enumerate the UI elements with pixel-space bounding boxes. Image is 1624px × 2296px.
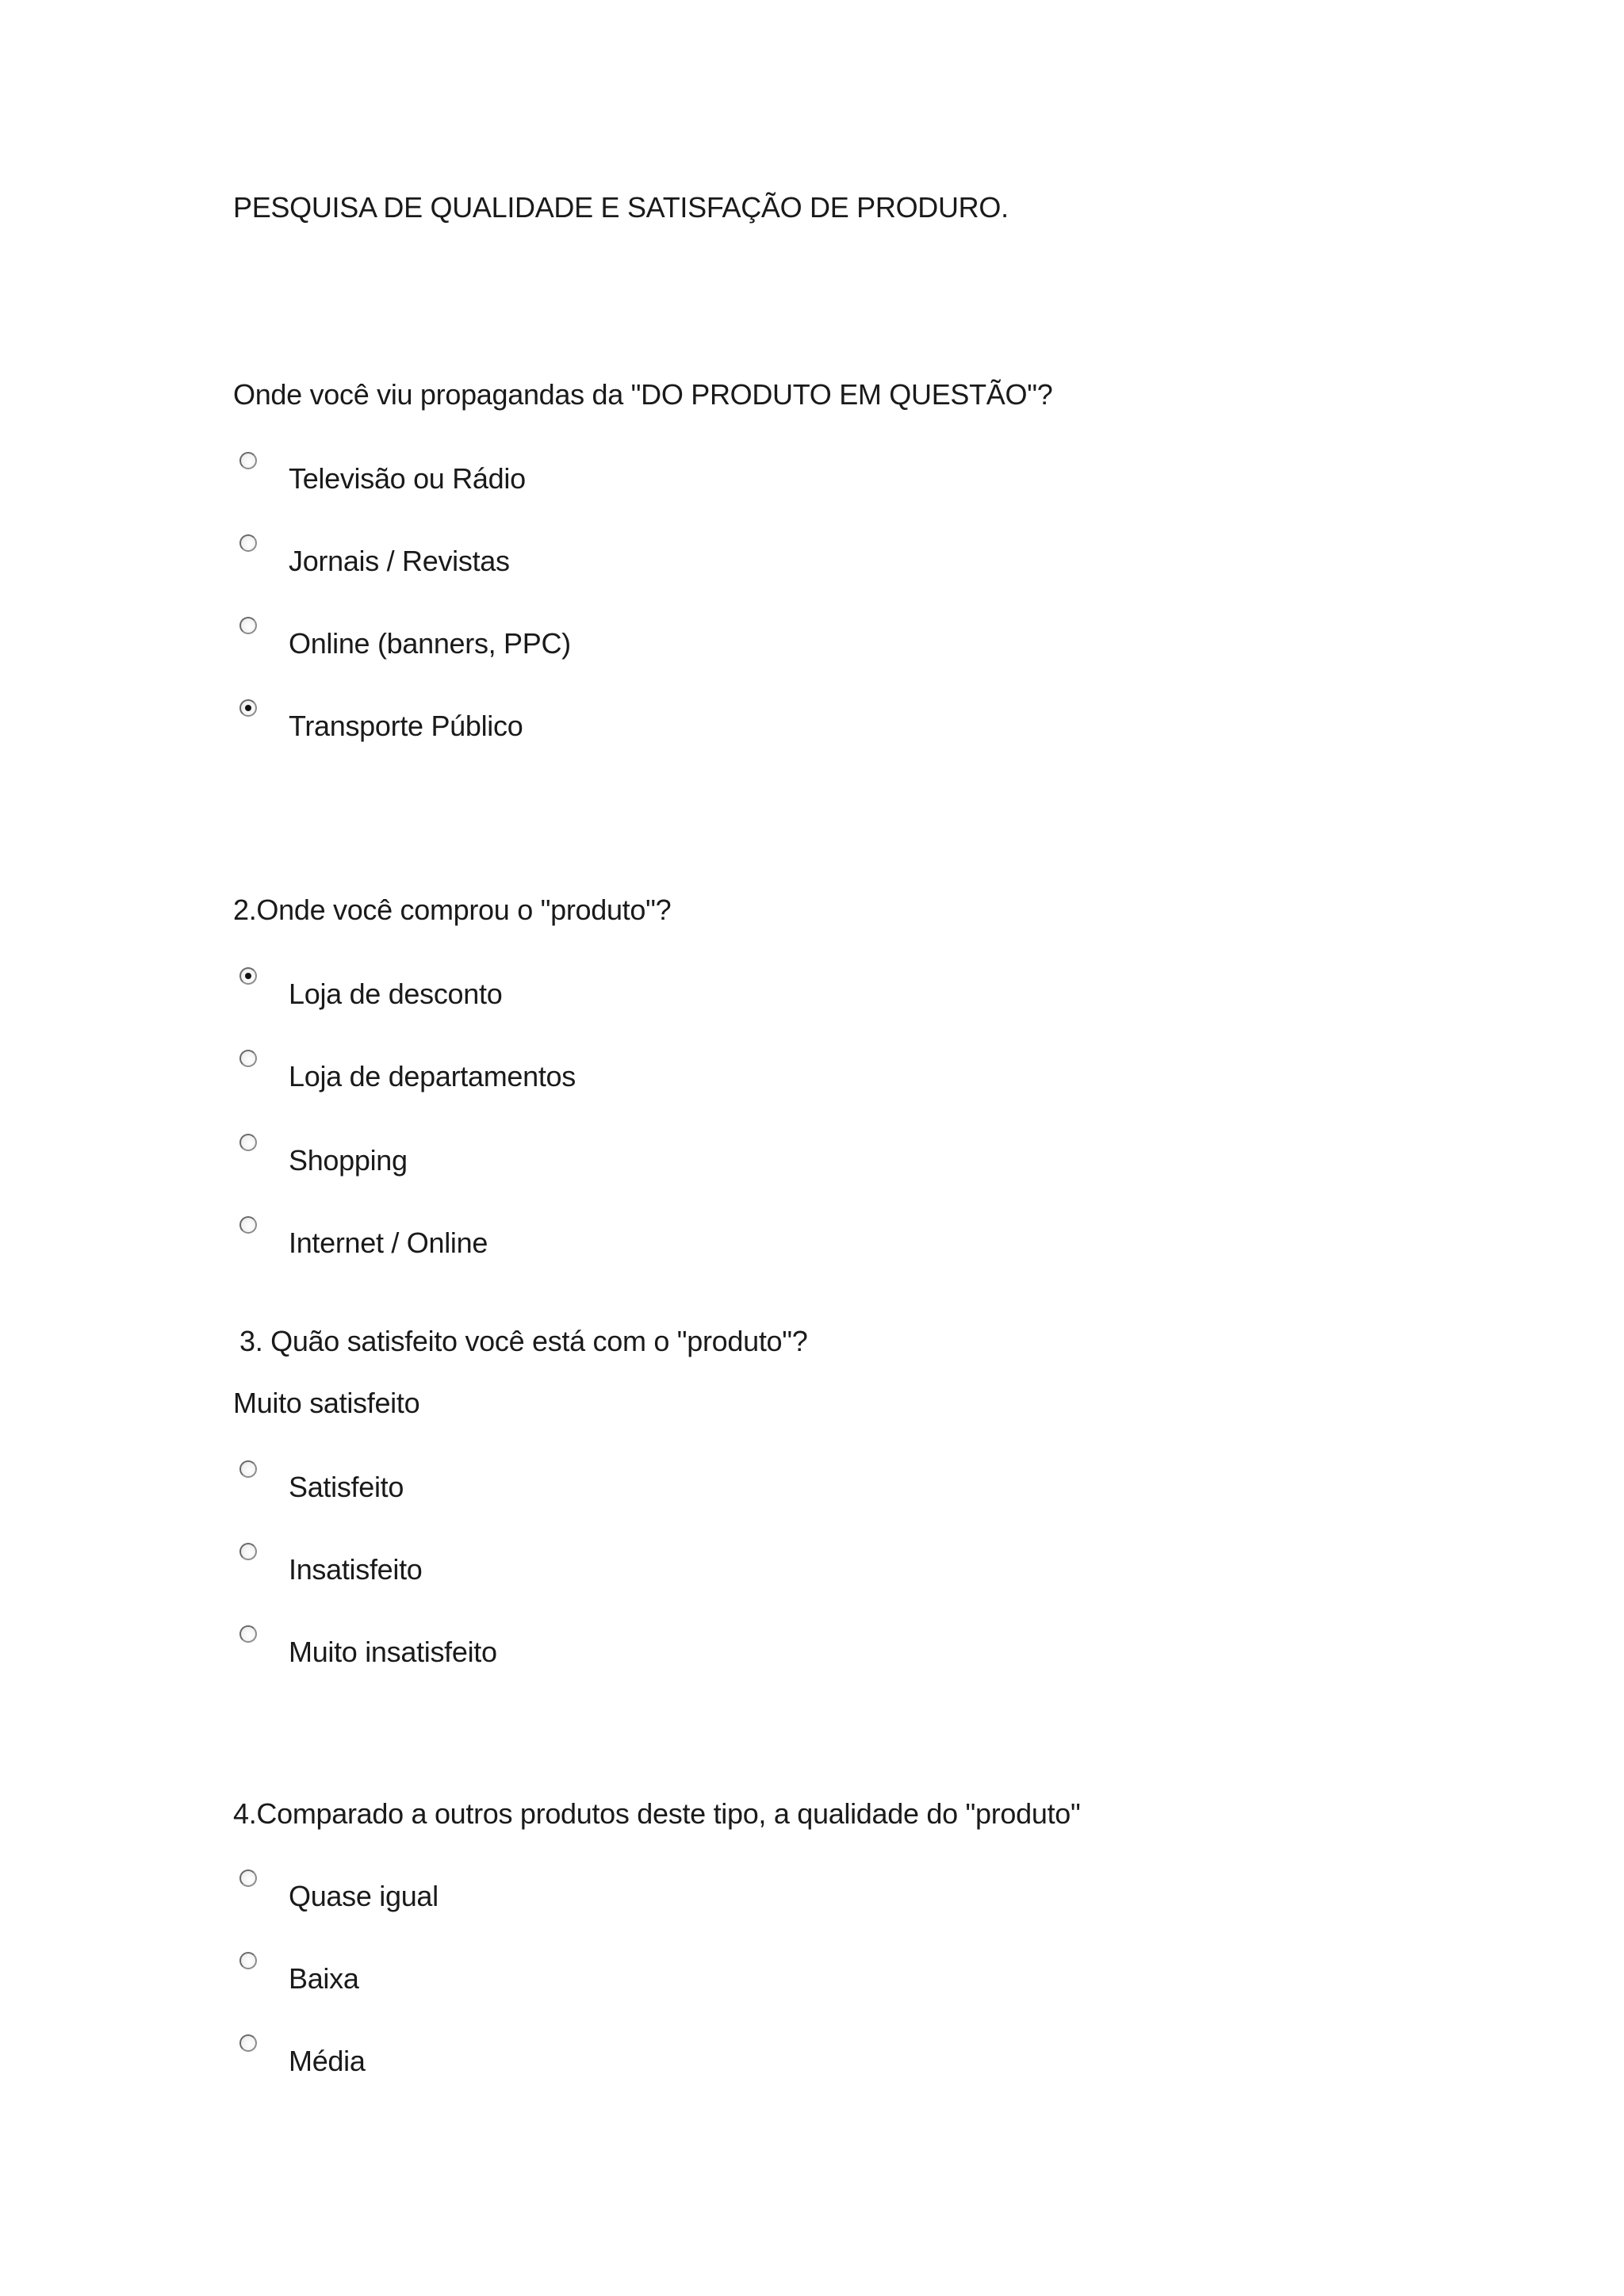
option-label: Baixa [289, 1962, 359, 1995]
question-1-text: Onde você viu propagandas da "DO PRODUTO EM QUESTÃO"? [233, 378, 1053, 411]
question-4-text: 4.Comparado a outros produtos deste tipo, a qualidade do "produto" [233, 1797, 1081, 1830]
radio-q3-opt1[interactable] [239, 1460, 257, 1478]
question-3-subtext: Muito satisfeito [233, 1387, 420, 1419]
radio-q3-opt3[interactable] [239, 1625, 257, 1643]
option-label: Loja de departamentos [289, 1060, 576, 1093]
option-label: Muito insatisfeito [289, 1636, 497, 1668]
radio-q4-opt2[interactable] [239, 1952, 257, 1969]
option-label: Online (banners, PPC) [289, 627, 571, 660]
option-label: Insatisfeito [289, 1553, 423, 1586]
radio-q2-opt4[interactable] [239, 1216, 257, 1234]
radio-q3-opt2[interactable] [239, 1543, 257, 1560]
radio-q4-opt3[interactable] [239, 2034, 257, 2052]
option-label: Satisfeito [289, 1471, 404, 1503]
option-label: Transporte Público [289, 710, 523, 742]
radio-q2-opt3[interactable] [239, 1134, 257, 1151]
option-label: Quase igual [289, 1880, 439, 1912]
survey-title: PESQUISA DE QUALIDADE E SATISFAÇÃO DE PRODURO. [233, 191, 1009, 224]
option-label: Loja de desconto [289, 978, 503, 1010]
option-label: Televisão ou Rádio [289, 462, 526, 495]
question-3-text: 3. Quão satisfeito você está com o "produto"? [239, 1325, 808, 1357]
radio-q1-opt3[interactable] [239, 617, 257, 634]
radio-q2-opt2[interactable] [239, 1050, 257, 1067]
radio-q1-opt2[interactable] [239, 534, 257, 552]
radio-q1-opt1[interactable] [239, 452, 257, 469]
option-label: Média [289, 2045, 366, 2077]
question-2-text: 2.Onde você comprou o "produto"? [233, 894, 672, 926]
option-label: Jornais / Revistas [289, 545, 510, 577]
radio-q4-opt1[interactable] [239, 1869, 257, 1887]
radio-q2-opt1[interactable] [239, 967, 257, 985]
option-label: Shopping [289, 1144, 408, 1177]
option-label: Internet / Online [289, 1226, 488, 1259]
radio-q1-opt4[interactable] [239, 699, 257, 717]
